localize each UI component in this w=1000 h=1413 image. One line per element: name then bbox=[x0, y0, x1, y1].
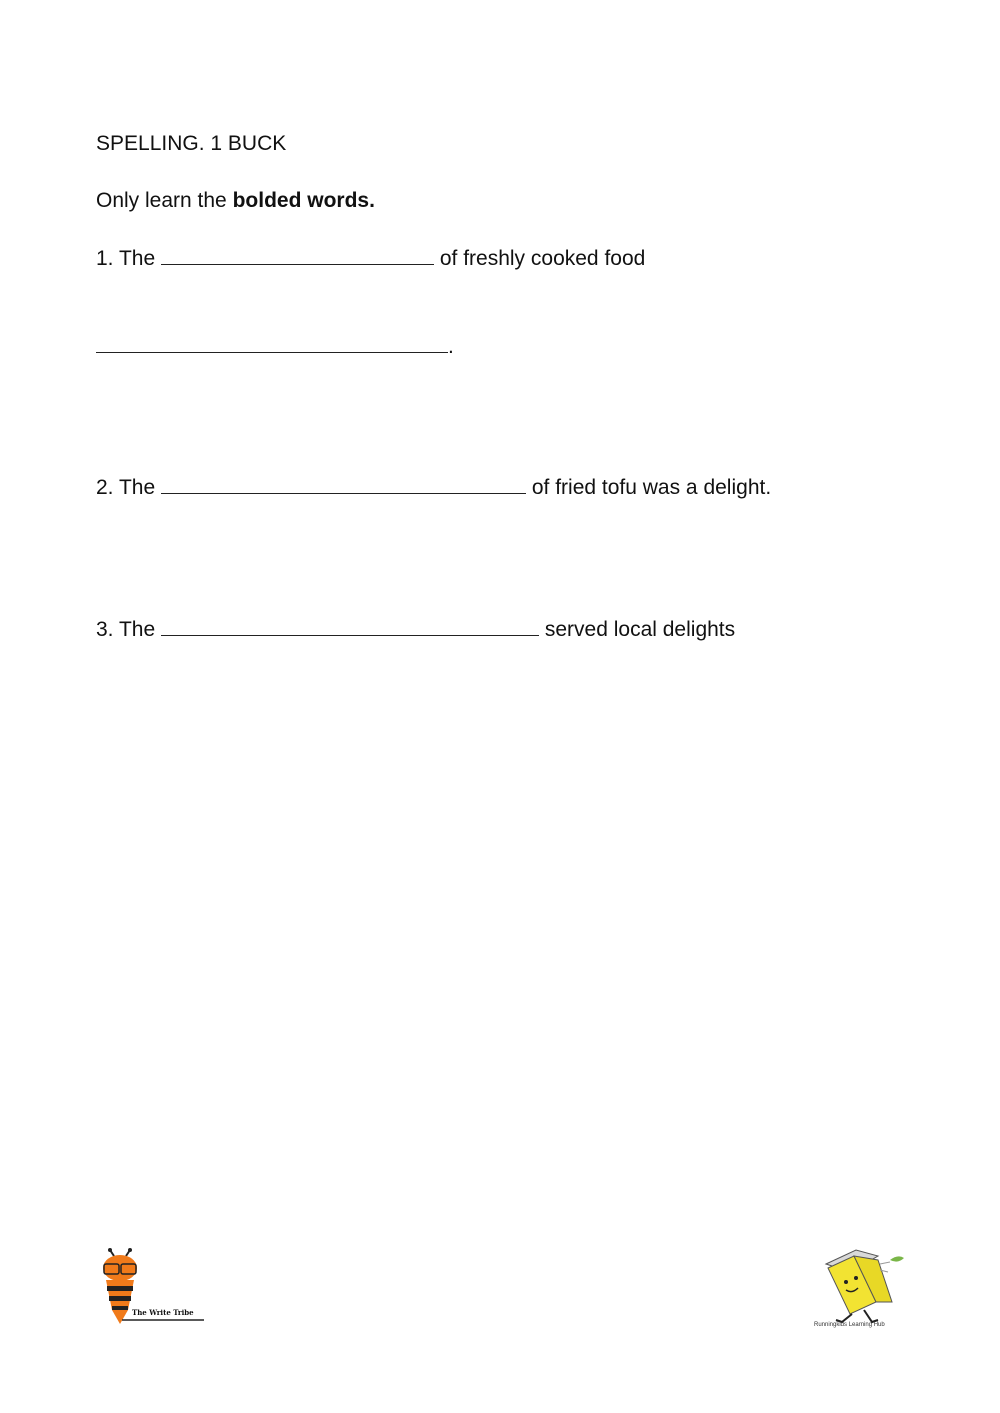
question-3 bbox=[96, 615, 735, 644]
instruction-prefix: Only learn the bbox=[96, 189, 233, 212]
question-2-lead: The bbox=[118, 476, 156, 499]
question-1-lead: The bbox=[118, 247, 156, 270]
question-2-number: 2. bbox=[96, 476, 114, 499]
question-1-blank[interactable] bbox=[161, 244, 434, 265]
question-1-after: of freshly cooked food bbox=[439, 247, 646, 270]
question-1-period: . bbox=[448, 335, 454, 358]
question-3-lead: The bbox=[118, 618, 156, 641]
question-2-after: of fried tofu was a delight. bbox=[531, 476, 772, 499]
runningkids-logo bbox=[806, 1242, 916, 1342]
question-3-number: 3. bbox=[96, 618, 114, 641]
question-1-number: 1. bbox=[96, 247, 114, 270]
question-3-after: served local delights bbox=[544, 618, 736, 641]
question-2 bbox=[96, 473, 771, 502]
question-2-blank[interactable] bbox=[161, 473, 526, 494]
worksheet-title: SPELLING. 1 BUCK bbox=[96, 132, 287, 155]
question-1-continuation bbox=[96, 332, 454, 361]
write-tribe-logo-text: The Write Tribe bbox=[132, 1308, 194, 1317]
write-tribe-logo bbox=[96, 1248, 211, 1328]
instruction-text bbox=[96, 187, 375, 215]
question-1 bbox=[96, 244, 645, 273]
instruction-bold: bolded words. bbox=[232, 189, 375, 212]
question-3-blank[interactable] bbox=[161, 615, 539, 636]
runningkids-logo-text: Runningkids Learning Hub bbox=[814, 1322, 885, 1328]
question-1-blank-2[interactable] bbox=[96, 332, 448, 353]
